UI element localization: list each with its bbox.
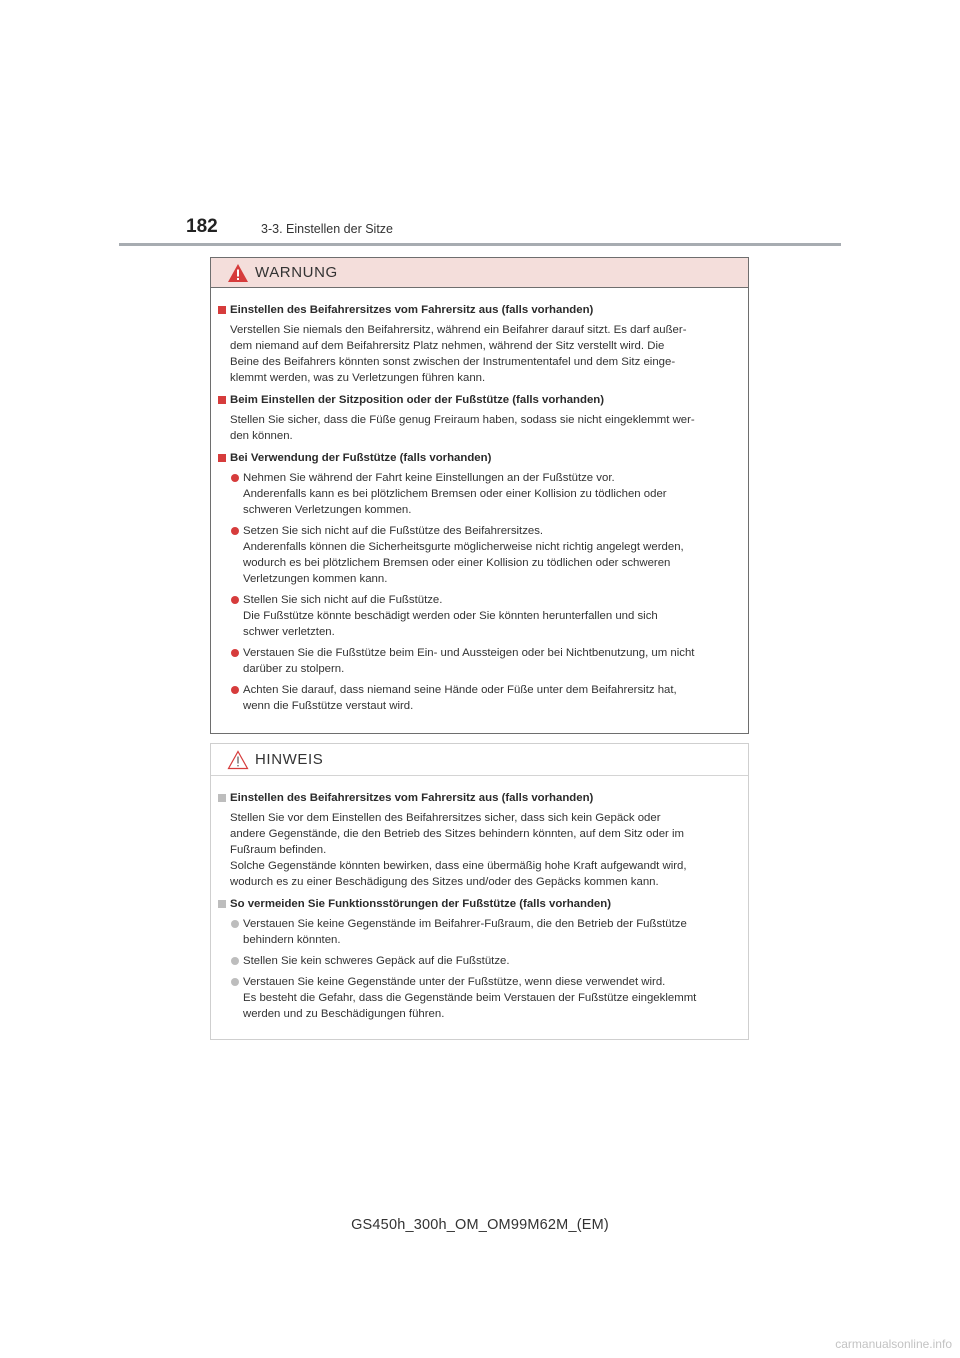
page-number: 182 xyxy=(186,216,218,237)
warning-bullet: Achten Sie darauf, dass niemand seine Hände oder Füße unter dem Beifahrersitz hat, wenn die Fußstütze verstaut wird. xyxy=(218,682,741,714)
square-bullet-icon xyxy=(218,900,226,908)
warning-item-text: Verstellen Sie niemals den Beifahrersitz, während ein Beifahrer darauf sitzt. Es darf außer- dem niemand auf dem Beifahrersitz Platz nehmen, während der Sitz verstellt wird. Die Beine des Beifahrers könnten sonst zwischen der Instrumententafel und dem Sitz einge- klemmt werden, was zu Verletzungen führen kann. xyxy=(230,324,687,384)
warning-bullet: Verstauen Sie die Fußstütze beim Ein- und Aussteigen oder bei Nichtbenutzung, um nicht darüber zu stolpern. xyxy=(218,645,741,677)
round-bullet-icon xyxy=(231,474,239,482)
round-bullet-icon xyxy=(231,957,239,965)
warning-label: WARNUNG xyxy=(255,264,338,281)
notice-item-text: Stellen Sie vor dem Einstellen des Beifahrersitzes sicher, dass sich kein Gepäck oder andere Gegenstände, die den Betrieb des Sitzes behindern könnten, auf dem Sitz oder im Fußraum befinden. Solche Gegenstände könnten bewirken, dass eine übermäßig hohe Kraft aufgewandt wird, wodurch es zu einer Beschädigung des Sitzes und/oder des Gepäcks kommen kann. xyxy=(230,812,687,888)
watermark: carmanualsonline.info xyxy=(835,1337,952,1351)
header-divider xyxy=(119,243,841,246)
warning-item-title: Einstellen des Beifahrersitzes vom Fahrersitz aus (falls vorhanden) xyxy=(218,302,741,318)
round-bullet-icon xyxy=(231,649,239,657)
document-code: GS450h_300h_OM_OM99M62M_(EM) xyxy=(351,1217,609,1233)
round-bullet-icon xyxy=(231,978,239,986)
warning-bullet: Setzen Sie sich nicht auf die Fußstütze des Beifahrersitzes. Anderenfalls können die Sicherheitsgurte möglicherweise nicht richtig angelegt werden, wodurch es bei plötzlichem Bremsen oder einer Kollision zu tödlichen oder schweren Verletzungen kommen kann. xyxy=(218,523,741,587)
notice-bullet: Verstauen Sie keine Gegenstände im Beifahrer-Fußraum, die den Betrieb der Fußstütze behindern könnten. xyxy=(218,916,741,948)
round-bullet-icon xyxy=(231,920,239,928)
warning-item-title: Bei Verwendung der Fußstütze (falls vorhanden) xyxy=(218,450,741,466)
section-title: 3-3. Einstellen der Sitze xyxy=(261,222,394,236)
warning-bullet: Nehmen Sie während der Fahrt keine Einstellungen an der Fußstütze vor. Anderenfalls kann es bei plötzlichem Bremsen oder einer Kollision zu tödlichen oder schweren Verletzungen kommen. xyxy=(218,470,741,518)
warning-triangle-icon xyxy=(227,263,249,283)
notice-bullet: Verstauen Sie keine Gegenstände unter der Fußstütze, wenn diese verwendet wird. Es besteht die Gefahr, dass die Gegenstände beim Verstauen der Fußstütze eingeklemmt werden und zu Beschädigungen führen. xyxy=(218,974,741,1022)
warning-item-title: Beim Einstellen der Sitzposition oder der Fußstütze (falls vorhanden) xyxy=(218,392,741,408)
round-bullet-icon xyxy=(231,596,239,604)
notice-box xyxy=(210,743,749,1040)
square-bullet-icon xyxy=(218,454,226,462)
notice-item-title: So vermeiden Sie Funktionsstörungen der Fußstütze (falls vorhanden) xyxy=(218,896,741,912)
notice-header xyxy=(211,744,748,776)
square-bullet-icon xyxy=(218,306,226,314)
warning-box xyxy=(210,257,749,734)
round-bullet-icon xyxy=(231,527,239,535)
square-bullet-icon xyxy=(218,794,226,802)
notice-item-title: Einstellen des Beifahrersitzes vom Fahrersitz aus (falls vorhanden) xyxy=(218,790,741,806)
notice-label: HINWEIS xyxy=(255,751,324,768)
round-bullet-icon xyxy=(231,686,239,694)
warning-body xyxy=(211,288,748,714)
warning-header xyxy=(211,258,748,288)
caution-triangle-outline-icon xyxy=(227,750,249,770)
warning-item-text: Stellen Sie sicher, dass die Füße genug Freiraum haben, sodass sie nicht eingeklemmt wer- den können. xyxy=(230,414,695,442)
square-bullet-icon xyxy=(218,396,226,404)
notice-bullet: Stellen Sie kein schweres Gepäck auf die Fußstütze. xyxy=(218,953,741,969)
page-header xyxy=(0,214,960,254)
warning-bullet: Stellen Sie sich nicht auf die Fußstütze. Die Fußstütze könnte beschädigt werden oder Sie könnten herunterfallen und sich schwer verletzten. xyxy=(218,592,741,640)
notice-body xyxy=(211,776,748,1022)
